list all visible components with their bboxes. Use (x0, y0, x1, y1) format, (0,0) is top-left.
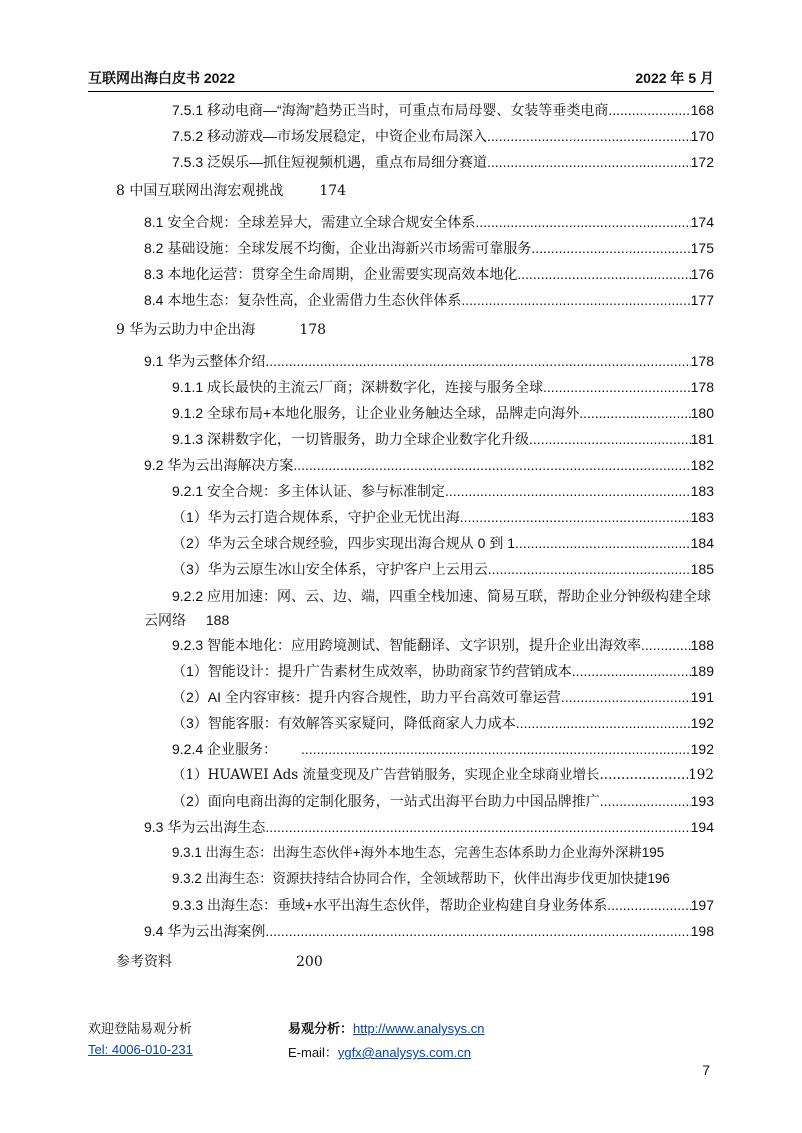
footer-tel[interactable]: Tel: 4006-010-231 (88, 1042, 193, 1057)
toc-page-number: 189 (690, 663, 714, 679)
toc-chapter[interactable]: 8 中国互联网出海宏观挑战 174 (116, 183, 347, 199)
document-date: 2022 年 5 月 (635, 70, 714, 86)
toc-entry-wrapped[interactable]: 9.2.2 应用加速：网、云、边、端，四重全栈加速、简易互联，帮助企业分钟级构建全球云网络 188 (144, 588, 712, 628)
toc-entry[interactable]: （1）智能设计：提升广告素材生成效率，协助商家节约营销成本 ..... 189 (172, 661, 714, 681)
toc-page-number: 178 (690, 353, 714, 369)
toc-page-number: 188 (205, 612, 230, 628)
toc-page-number: 194 (690, 819, 714, 835)
toc-entry[interactable]: （1）华为云打造合规体系，守护企业无忧出海 ..... 183 (172, 507, 714, 527)
document-title: 互联网出海白皮书 2022 (88, 70, 236, 86)
email-link[interactable]: ygfx@analysys.com.cn (337, 1045, 471, 1060)
toc-page-number: 192 (688, 767, 714, 783)
toc-page-number: 176 (690, 266, 714, 282)
toc-page-number: 196 (647, 871, 670, 886)
toc-page-number: 198 (690, 923, 714, 939)
toc-page-number: 170 (690, 128, 714, 144)
toc-entry[interactable]: 9.3.2 出海生态：资源扶持结合协同合作，全领域帮助下，伙伴出海步伐更加快捷 196 (172, 869, 714, 889)
toc-entry[interactable]: 9.2.4 企业服务： ..... 192 (172, 739, 714, 759)
toc-entry[interactable]: 7.5.3 泛娱乐—抓住短视频机遇，重点布局细分赛道 ..... 172 (172, 152, 714, 172)
page-header (88, 68, 714, 90)
toc-page-number: 183 (690, 483, 714, 499)
toc-entry[interactable]: 9.2 华为云出海解决方案 ..... 182 (144, 455, 714, 475)
toc-page-number: 168 (690, 102, 714, 118)
toc-page-number: 174 (319, 183, 347, 199)
toc-entry[interactable]: 8.3 本地化运营：贯穿全生命周期，企业需要实现高效本地化 ..... 176 (144, 264, 714, 284)
toc-chapter[interactable]: 9 华为云助力中企出海 178 (116, 322, 327, 338)
toc-entry[interactable]: 8.2 基础设施：全球发展不均衡，企业出海新兴市场需可靠服务 ..... 175 (144, 238, 714, 258)
toc-entry[interactable]: 9.3.1 出海生态：出海生态伙伴+海外本地生态，完善生态体系助力企业海外深耕 195 (172, 843, 714, 863)
toc-entry[interactable]: 7.5.2 移动游戏—市场发展稳定，中资企业布局深入 ..... 170 (172, 126, 714, 146)
footer-welcome: 欢迎登陆易观分析 (88, 1021, 193, 1036)
toc-page-number: 175 (690, 240, 714, 256)
toc-page-number: 197 (690, 897, 714, 913)
toc-entry[interactable]: 8.1 安全合规：全球差异大，需建立全球合规安全体系 ..... 174 (144, 212, 714, 232)
toc-entry[interactable]: （2）面向电商出海的定制化服务，一站式出海平台助力中国品牌推广 ..... 193 (172, 791, 714, 811)
toc-page-number: 178 (690, 379, 714, 395)
toc-entry[interactable]: 9.1.2 全球布局+本地化服务，让企业业务触达全球，品牌走向海外 ..... 180 (172, 403, 714, 423)
footer-email: E-mail：ygfx@analysys.com.cn (288, 1045, 471, 1060)
toc-page-number: 185 (690, 561, 714, 577)
toc-page-number: 180 (690, 405, 714, 421)
toc-page-number: 195 (641, 845, 665, 860)
toc-entry[interactable]: （3）智能客服：有效解答买家疑问，降低商家人力成本 ..... 192 (172, 713, 714, 733)
toc-page-number: 181 (690, 431, 714, 447)
toc-page-number: 192 (690, 741, 714, 757)
toc-entry[interactable]: 9.3.3 出海生态：垂域+水平出海生态伙伴，帮助企业构建自身业务体系 ..... 197 (172, 895, 714, 915)
toc-entry[interactable]: 9.2.3 智能本地化：应用跨境测试、智能翻译、文字识别，提升企业出海效率 ..... 188 (172, 635, 714, 655)
toc-entry[interactable]: 9.1.3 深耕数字化，一切皆服务，助力全球企业数字化升级 ..... 181 (172, 429, 714, 449)
toc-entry[interactable]: （1）HUAWEI Ads 流量变现及广告营销服务，实现企业全球商业增长 ..... 192 (172, 765, 714, 785)
page-number: 7 (702, 1062, 710, 1078)
toc-entry[interactable]: （2）AI 全内容审核：提升内容合规性，助力平台高效可靠运营 ..... 191 (172, 687, 714, 707)
toc-entry[interactable]: 8.4 本地生态：复杂性高，企业需借力生态伙伴体系 ..... 177 (144, 290, 714, 310)
toc-page-number: 193 (690, 793, 714, 809)
site-link[interactable]: http://www.analysys.cn (353, 1021, 485, 1036)
toc-entry[interactable]: （3）华为云原生冰山安全体系，守护客户上云用云 ..... 185 (172, 559, 714, 579)
footer-site: 易观分析：http://www.analysys.cn (288, 1021, 485, 1036)
toc-page-number: 174 (690, 214, 714, 230)
toc-page-number: 184 (690, 535, 714, 551)
toc-entry[interactable]: 9.3 华为云出海生态 ..... 194 (144, 817, 714, 837)
toc-page-number: 192 (690, 715, 714, 731)
toc-entry[interactable]: 9.1.1 成长最快的主流云厂商；深耕数字化，连接与服务全球 ..... 178 (172, 377, 714, 397)
toc-page-number: 200 (296, 954, 323, 970)
toc-page-number: 172 (690, 154, 714, 170)
toc-page-number: 188 (690, 637, 714, 653)
header-divider (88, 91, 714, 92)
toc-entry[interactable]: （2）华为云全球合规经验，四步实现出海合规从 0 到 1 ..... 184 (172, 533, 714, 553)
toc-entry[interactable]: 9.2.1 安全合规：多主体认证、参与标准制定 ..... 183 (172, 481, 714, 501)
toc-page-number: 191 (690, 689, 714, 705)
toc-page-number: 178 (299, 322, 327, 338)
toc-entry[interactable]: 9.1 华为云整体介绍 ..... 178 (144, 351, 714, 371)
toc-page-number: 183 (690, 509, 714, 525)
toc-entry[interactable]: 7.5.1 移动电商—“海淘”趋势正当时，可重点布局母婴、女装等垂类电商 ..... 168 (172, 100, 714, 120)
toc-page-number: 177 (690, 292, 714, 308)
toc-chapter[interactable]: 参考资料 200 (116, 954, 323, 970)
toc-entry[interactable]: 9.4 华为云出海案例 ..... 198 (144, 921, 714, 941)
toc-page-number: 182 (690, 457, 714, 473)
